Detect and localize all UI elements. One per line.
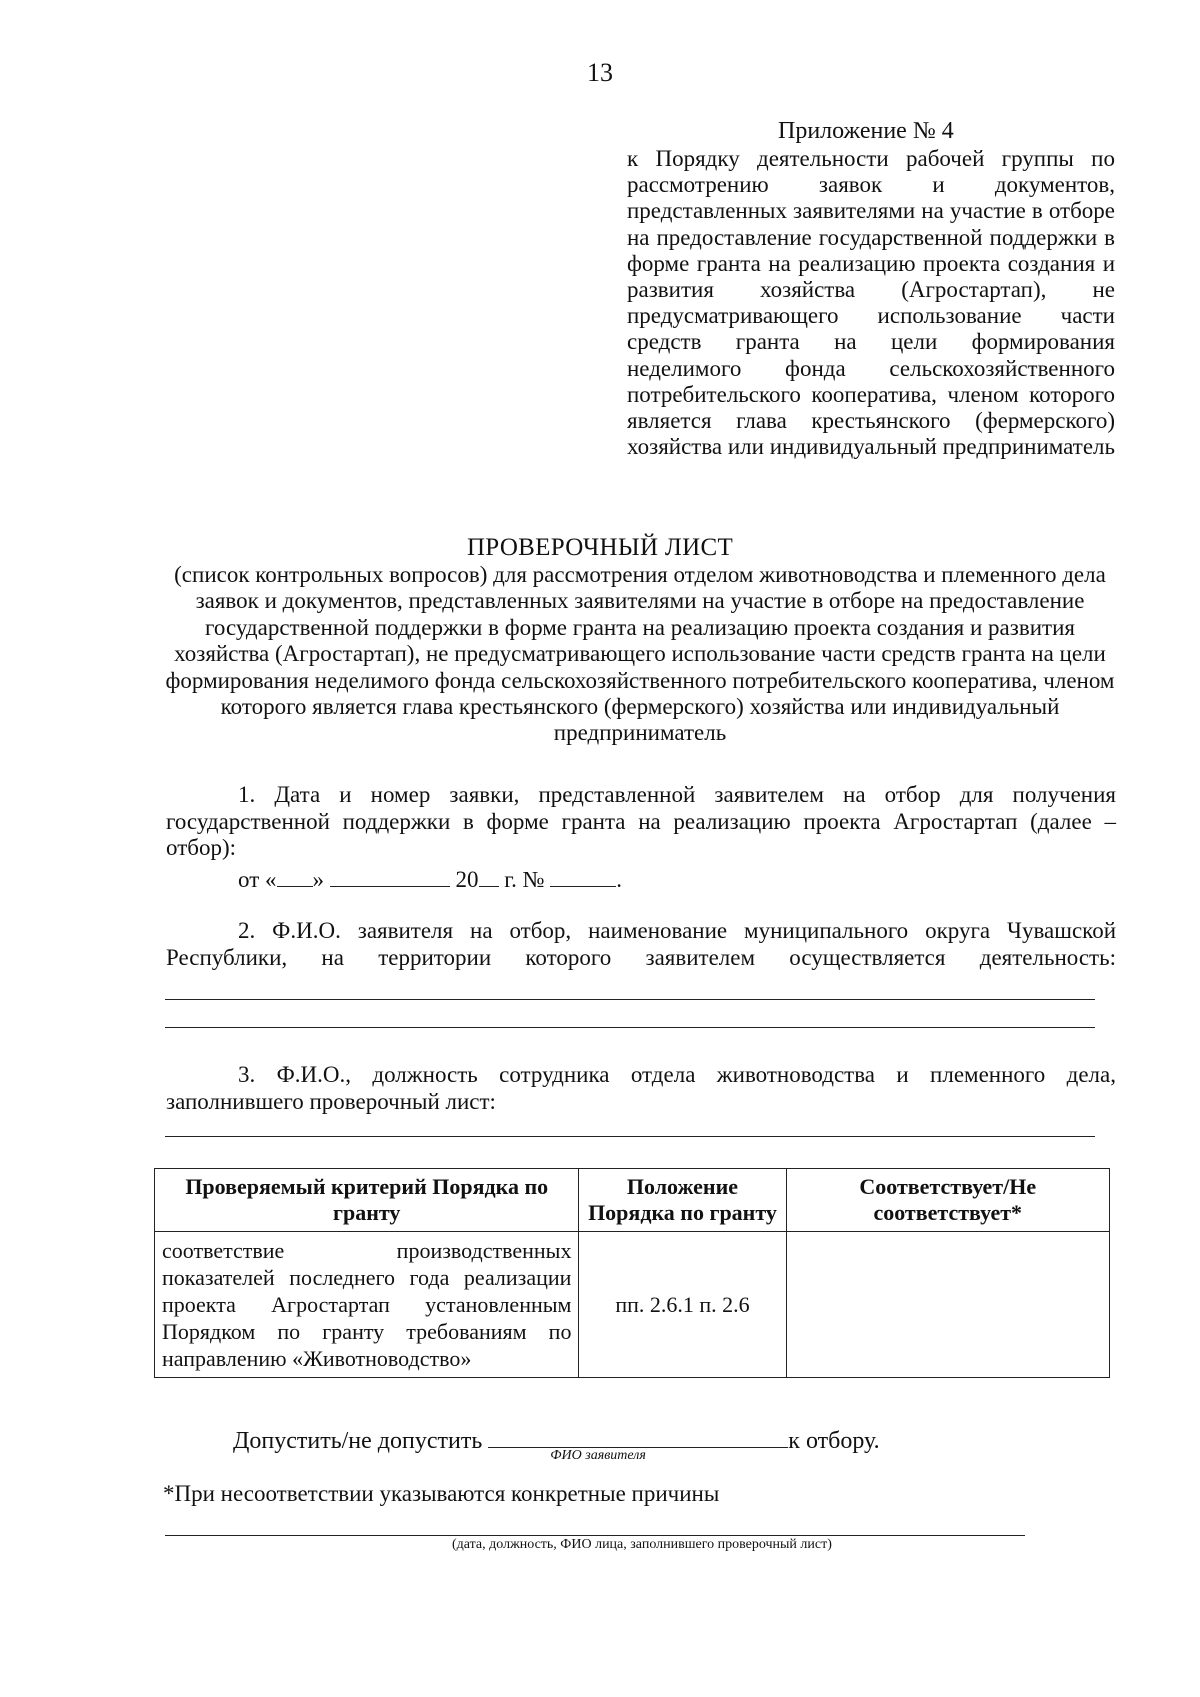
compliance-cell[interactable] — [786, 1232, 1109, 1378]
signature-caption: (дата, должность, ФИО лица, заполнившего проверочный лист) — [452, 1537, 832, 1552]
header-provision: Положение Порядка по гранту — [579, 1169, 786, 1232]
month-blank[interactable] — [330, 866, 450, 887]
year-blank[interactable] — [479, 866, 499, 887]
header-criterion: Проверяемый критерий Порядка по гранту — [155, 1169, 579, 1232]
application-date-number-line — [238, 866, 622, 893]
admission-line — [233, 1425, 880, 1463]
signature-line[interactable] — [165, 1535, 1025, 1536]
day-blank[interactable] — [277, 866, 313, 887]
end-dot: . — [616, 867, 623, 892]
employee-blank-line[interactable] — [165, 1136, 1095, 1137]
appendix-title: Приложение № 4 — [778, 118, 954, 144]
page-number: 13 — [587, 58, 613, 87]
checklist-subtitle: (список контрольных вопросов) для рассмотрения отделом животноводства и племенного дела заявок и документов, представленных заявителями на участие в отборе на предоставление государственной поддержки в форме гранта на реализацию проекта создания и развития хозяйства (Агростартап), не предусматривающего использование части средств гранта на цели формирования неделимого фонда сельскохозяйственного потребительского кооператива, членом которого является глава крестьянского (фермерского) хозяйства или индивидуальный предприниматель — [165, 562, 1115, 746]
criterion-cell: соответствие производственных показателей последнего года реализации проекта Агростартап установленным Порядком по гранту требованиям по направлению «Животноводство» — [155, 1232, 579, 1378]
checklist-title: ПРОВЕРОЧНЫЙ ЛИСТ — [466, 534, 734, 561]
year-prefix: 20 — [455, 867, 479, 892]
table-header-row — [155, 1169, 1110, 1232]
appendix-body: к Порядку деятельности рабочей группы по рассмотрению заявок и документов, представленных заявителями на участие в отборе на предоставление государственной поддержки в форме гранта на реализацию проекта создания и развития хозяйства (Агростартап), не предусматривающего использование части средств гранта на цели формирования неделимого фонда сельскохозяйственного потребительского кооператива, членом которого является глава крестьянского (фермерского) хозяйства или индивидуальный предприниматель — [627, 146, 1115, 460]
item-1-text: 1. Дата и номер заявки, представленной заявителем на отбор для получения государственной поддержки в форме гранта на реализацию проекта Агростартап (далее – отбор): — [166, 782, 1116, 860]
applicant-blank-line-1[interactable] — [165, 999, 1095, 1000]
admission-prefix: Допустить/не допустить — [233, 1428, 483, 1454]
date-mid: » — [312, 867, 324, 892]
applicant-name-blank[interactable] — [488, 1425, 788, 1463]
applicant-blank-line-2[interactable] — [165, 1027, 1095, 1028]
item-2-text: 2. Ф.И.О. заявителя на отбор, наименование муниципального округа Чувашской Республики, на территории которого заявителем осуществляется деятельность: — [166, 918, 1116, 970]
footnote: *При несоответствии указываются конкретные причины — [163, 1481, 720, 1506]
date-prefix: от « — [238, 867, 277, 892]
provision-cell: пп. 2.6.1 п. 2.6 — [579, 1232, 786, 1378]
item-3-text: 3. Ф.И.О., должность сотрудника отдела животноводства и племенного дела, заполнившего проверочный лист: — [166, 1062, 1116, 1114]
header-compliance: Соответствует/Не соответствует* — [786, 1169, 1109, 1232]
admission-suffix: к отбору. — [788, 1428, 880, 1454]
criteria-table — [154, 1168, 1110, 1378]
number-blank[interactable] — [550, 866, 616, 887]
table-row — [155, 1232, 1110, 1378]
applicant-name-caption: ФИО заявителя — [550, 1448, 646, 1463]
year-suffix: г. № — [504, 867, 545, 892]
